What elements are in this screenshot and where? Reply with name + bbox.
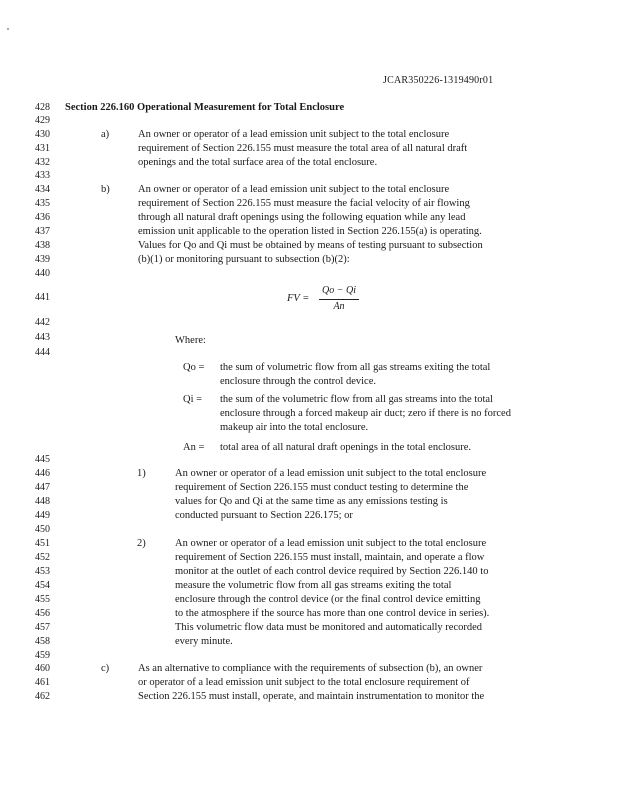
sub2-line: to the atmosphere if the source has more than one control device in series). [175,608,490,619]
sub2-line: every minute. [175,636,233,647]
line-number: 457 [35,622,50,633]
line-number: 437 [35,226,50,237]
para-b-line: requirement of Section 226.155 must measure the facial velocity of air flowing [138,198,470,209]
sub1-marker: 1) [137,468,146,479]
line-number: 458 [35,636,50,647]
line-number: 460 [35,663,50,674]
line-number: 441 [35,292,50,303]
para-c-marker: c) [101,663,110,674]
para-b-line: emission unit applicable to the operation listed in Section 226.155(a) is operating. [138,226,482,237]
definition-symbol: An = [183,442,205,453]
line-number: 447 [35,482,50,493]
para-b-line: (b)(1) or monitoring pursuant to subsection (b)(2): [138,254,350,265]
sub2-line: enclosure through the control device (or the final control device emitting [175,594,481,605]
sub1-line: requirement of Section 226.155 must conduct testing to determine the [175,482,469,493]
line-number: 451 [35,538,50,549]
line-number: 435 [35,198,50,209]
document-id-header: JCAR350226-1319490r01 [383,75,494,86]
para-a-line: requirement of Section 226.155 must measure the total area of all natural draft [138,143,468,154]
line-number: 455 [35,594,50,605]
line-number: 443 [35,332,50,343]
line-number: 438 [35,240,50,251]
line-number: 459 [35,650,50,661]
line-number: 442 [35,317,50,328]
line-number: 431 [35,143,50,154]
equation-lhs: FV = [287,293,310,304]
para-c-line: As an alternative to compliance with the requirements of subsection (b), an owner [138,663,483,674]
sub2-line: measure the volumetric flow from all gas streams exiting the total [175,580,452,591]
line-number: 436 [35,212,50,223]
definition-symbol: Qo = [183,362,205,373]
definition-line: the sum of the volumetric flow from all gas streams into the total [220,394,493,405]
line-number: 446 [35,468,50,479]
line-number: 432 [35,157,50,168]
para-a-marker: a) [101,129,110,140]
sub2-line: requirement of Section 226.155 must install, maintain, and operate a flow [175,552,485,563]
line-number: 439 [35,254,50,265]
sub1-line: An owner or operator of a lead emission unit subject to the total enclosure [175,468,487,479]
line-number: 452 [35,552,50,563]
sub2-line: monitor at the outlet of each control device required by Section 226.140 to [175,566,489,577]
line-number: 454 [35,580,50,591]
definition-line: the sum of volumetric flow from all gas streams exiting the total [220,362,491,373]
line-number: 444 [35,347,50,358]
line-number: 456 [35,608,50,619]
para-a-line: openings and the total surface area of the total enclosure. [138,157,378,168]
definition-line: makeup air into the total enclosure. [220,422,369,433]
sub2-line: This volumetric flow data must be monitored and automatically recorded [175,622,483,633]
line-number: 449 [35,510,50,521]
facial-velocity-equation [287,285,377,317]
equation-numerator: Qo − Qi [322,285,356,296]
line-number: 448 [35,496,50,507]
section-title: Section 226.160 Operational Measurement for Total Enclosure [65,102,345,113]
line-number: 445 [35,454,50,465]
para-c-line: or operator of a lead emission unit subject to the total enclosure requirement of [138,677,470,688]
definition-line: total area of all natural draft openings in the total enclosure. [220,442,472,453]
line-number: 450 [35,524,50,535]
para-b-line: Values for Qo and Qi must be obtained by means of testing pursuant to subsection [138,240,483,251]
line-number: 461 [35,677,50,688]
scan-speck [7,28,9,30]
para-b-line: An owner or operator of a lead emission unit subject to the total enclosure [138,184,450,195]
para-c-line: Section 226.155 must install, operate, and maintain instrumentation to monitor the [138,691,485,702]
line-number: 462 [35,691,50,702]
where-label: Where: [175,335,206,346]
sub2-line: An owner or operator of a lead emission unit subject to the total enclosure [175,538,487,549]
fraction-bar [319,299,359,300]
definition-line: enclosure through the control device. [220,376,376,387]
para-b-marker: b) [101,184,110,195]
sub2-marker: 2) [137,538,146,549]
line-number: 430 [35,129,50,140]
definition-symbol: Qi = [183,394,203,405]
line-number: 433 [35,170,50,181]
line-number: 429 [35,115,50,126]
definition-line: enclosure through a forced makeup air duct; zero if there is no forced [220,408,511,419]
line-number: 428 [35,102,50,113]
sub1-line: values for Qo and Qi at the same time as any emissions testing is [175,496,448,507]
para-b-line: through all natural draft openings using the following equation while any lead [138,212,466,223]
line-number: 440 [35,268,50,279]
para-a-line: An owner or operator of a lead emission unit subject to the total enclosure [138,129,450,140]
line-number: 434 [35,184,50,195]
equation-denominator: An [333,301,345,312]
sub1-line: conducted pursuant to Section 226.175; or [175,510,353,521]
line-number: 453 [35,566,50,577]
